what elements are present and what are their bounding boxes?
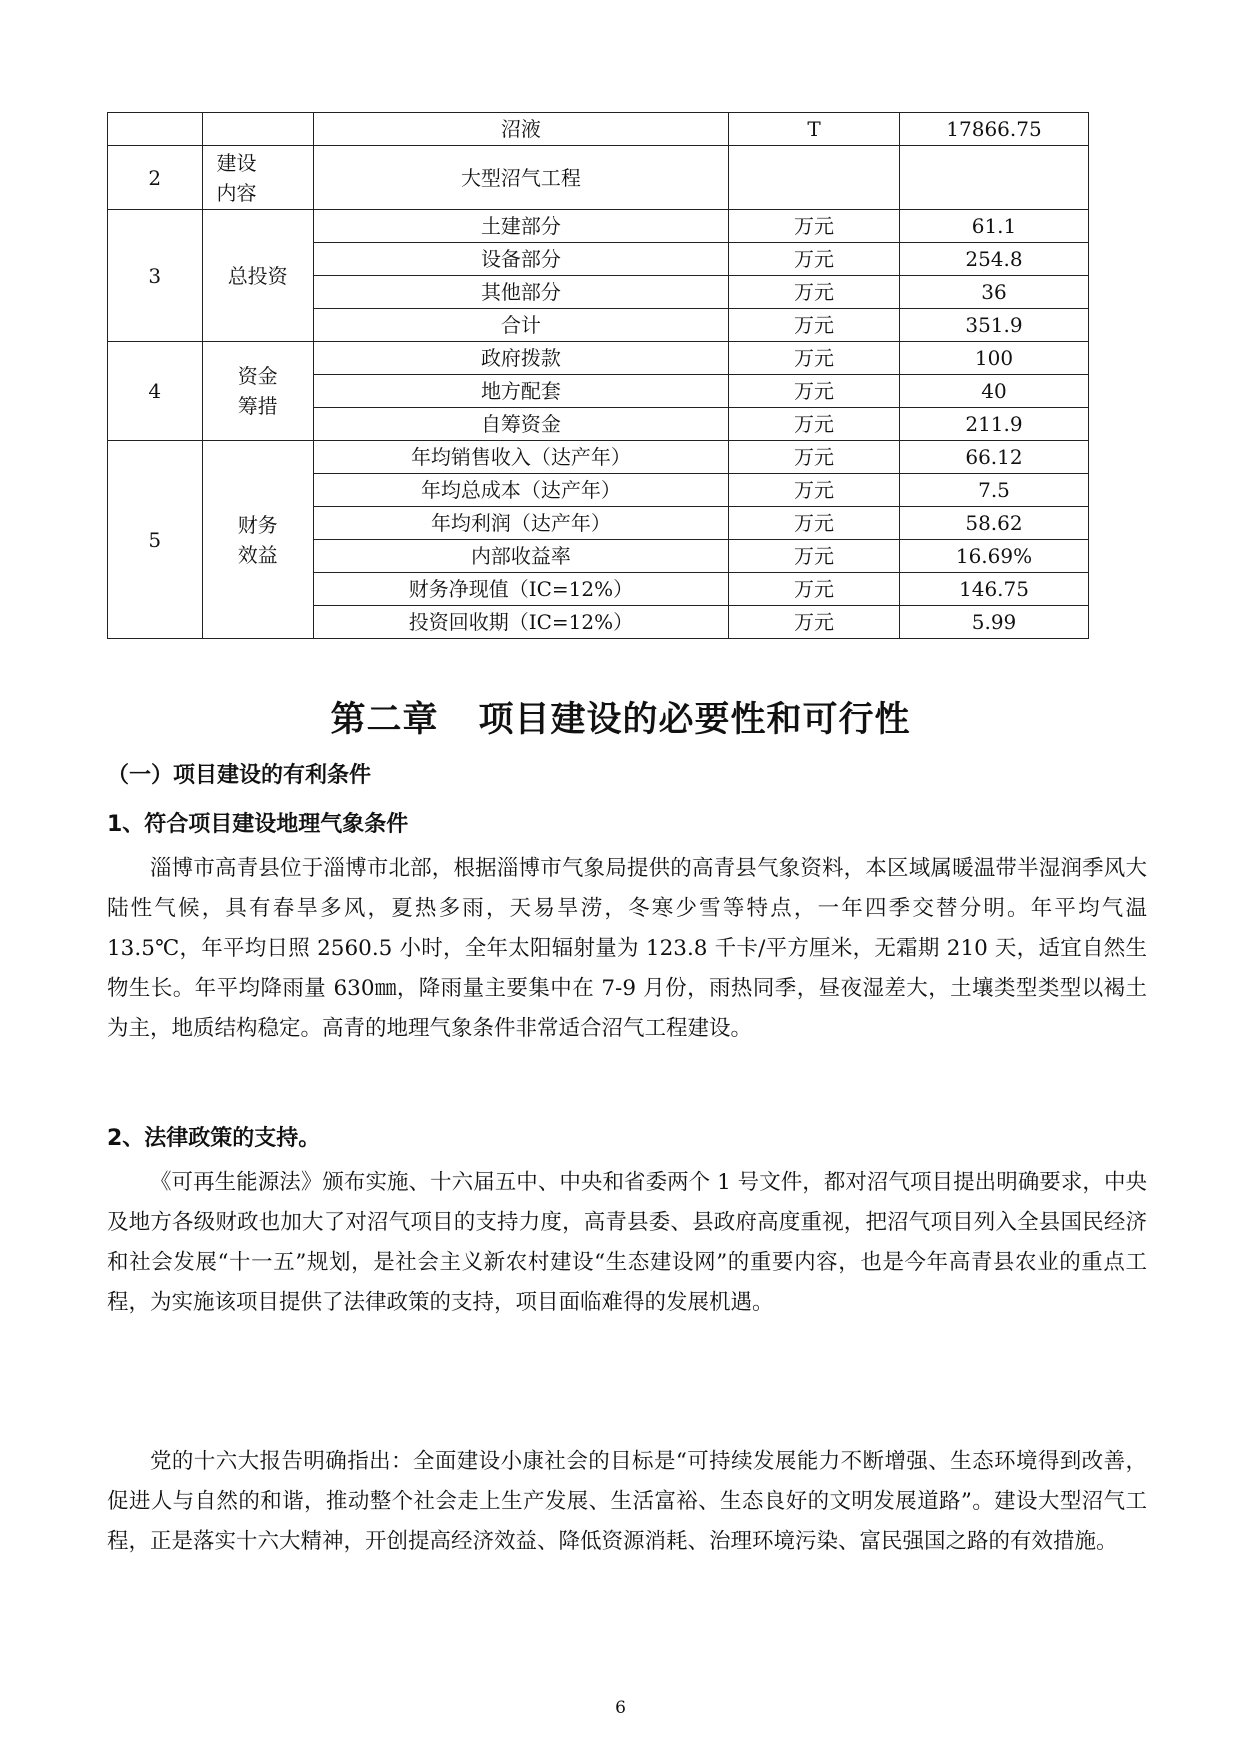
category-line: 筹措 [237, 394, 278, 418]
table-cell-unit: 万元 [729, 441, 900, 474]
table-cell-item: 地方配套 [313, 375, 728, 408]
chapter-number: 第二章 [330, 700, 439, 740]
body-paragraph: 《可再生能源法》颁布实施、十六届五中、中央和省委两个 1 号文件，都对沼气项目提出明确要求，中央及地方各级财政也加大了对沼气项目的支持力度，高青县委、县政府高度重视，把沼气项目列入全县国民经济和社会发展“十一五”规划，是社会主义新农村建设“生态建设网”的重要内容，也是今年高青县农业的重点工程，为实施该项目提供了法律政策的支持，项目面临难得的发展机遇。 [107, 1170, 1147, 1315]
section-heading: （一）项目建设的有利条件 [107, 763, 372, 788]
table-cell-value: 254.8 [900, 243, 1089, 276]
table-cell-value: 211.9 [900, 408, 1089, 441]
table-cell-no: 3 [108, 210, 203, 342]
table-cell-category [202, 146, 313, 210]
category-line: 财务 [237, 512, 278, 537]
table-cell-value: 146.75 [900, 573, 1089, 606]
table-cell-value: 66.12 [900, 441, 1089, 474]
table-cell-item: 政府拨款 [313, 342, 728, 375]
page-number: 6 [615, 1698, 626, 1718]
table-cell-item: 沼液 [313, 113, 728, 146]
table-cell-no: 4 [108, 342, 203, 441]
body-paragraph: 党的十六大报告明确指出：全面建设小康社会的目标是“可持续发展能力不断增强、生态环境得到改善，促进人与自然的和谐，推动整个社会走上生产发展、生活富裕、生态良好的文明发展道路”。建设大型沼气工程，正是落实十六大精神，开创提高经济效益、降低资源消耗、治理环境污染、富民强国之路的有效措施。 [107, 1449, 1147, 1554]
table-cell-unit: 万元 [729, 276, 900, 309]
table-cell-item: 自筹资金 [313, 408, 728, 441]
table-cell-value [900, 146, 1089, 210]
category-line: 效益 [237, 542, 278, 567]
table-cell-unit [729, 146, 900, 210]
category-line: 资金 [237, 364, 278, 388]
table-cell-value: 7.5 [900, 474, 1089, 507]
table-cell-item: 投资回收期（IC=12%） [313, 606, 728, 639]
chapter-heading [0, 692, 1241, 742]
table-cell-value: 100 [900, 342, 1089, 375]
table-cell-no: 5 [108, 441, 203, 639]
table-cell-unit: 万元 [729, 309, 900, 342]
category-line: 内容 [216, 180, 257, 205]
table-cell-item: 其他部分 [313, 276, 728, 309]
table-cell-unit: 万元 [729, 342, 900, 375]
subsection-heading: 1、符合项目建设地理气象条件 [107, 812, 409, 837]
table-row [108, 342, 1089, 375]
table-row [108, 441, 1089, 474]
table-cell-value: 40 [900, 375, 1089, 408]
table-cell-value: 58.62 [900, 507, 1089, 540]
table-cell-unit: 万元 [729, 243, 900, 276]
table-cell-unit: 万元 [729, 474, 900, 507]
table-cell-unit: 万元 [729, 210, 900, 243]
body-paragraph: 淄博市高青县位于淄博市北部，根据淄博市气象局提供的高青县气象资料，本区域属暖温带半湿润季风大陆性气候，具有春旱多风，夏热多雨，天易旱涝，冬寒少雪等特点，一年四季交替分明。年平均气温 13.5℃，年平均日照 2560.5 小时，全年太阳辐射量为 123.8 千卡/平方厘米，无霜期 210 天，适宜自然生物生长。年平均降雨量 630㎜，降雨量主要集中在 7-9 月份，雨热同季，昼夜湿差大，土壤类型类型以褐土为主，地质结构稳定。高青的地理气象条件非常适合沼气工程建设。 [107, 856, 1147, 1041]
table-cell-unit: 万元 [729, 573, 900, 606]
table-cell-unit: 万元 [729, 375, 900, 408]
table-cell-value: 16.69% [900, 540, 1089, 573]
table-cell-item: 土建部分 [313, 210, 728, 243]
table-row [108, 210, 1089, 243]
table-cell-category [202, 441, 313, 639]
table-cell-item: 设备部分 [313, 243, 728, 276]
table-cell-value: 61.1 [900, 210, 1089, 243]
table-cell-item: 年均总成本（达产年） [313, 474, 728, 507]
table-cell-value: 17866.75 [900, 113, 1089, 146]
table-cell-unit: T [729, 113, 900, 146]
table-cell-category [202, 342, 313, 441]
subsection-heading: 2、法律政策的支持。 [107, 1126, 321, 1151]
table-cell-item: 内部收益率 [313, 540, 728, 573]
table-row [108, 113, 1089, 146]
table-cell-no [108, 113, 203, 146]
table-cell-unit: 万元 [729, 408, 900, 441]
table-cell-item: 年均利润（达产年） [313, 507, 728, 540]
table-cell-no: 2 [108, 146, 203, 210]
table-cell-item: 年均销售收入（达产年） [313, 441, 728, 474]
table-cell-category [202, 113, 313, 146]
table-cell-item: 大型沼气工程 [313, 146, 728, 210]
table-cell-value: 36 [900, 276, 1089, 309]
category-line: 建设 [216, 150, 257, 175]
table-cell-value: 351.9 [900, 309, 1089, 342]
table-cell-item: 财务净现值（IC=12%） [313, 573, 728, 606]
table-cell-unit: 万元 [729, 606, 900, 639]
table-cell-category: 总投资 [202, 210, 313, 342]
project-summary-table [107, 112, 1089, 639]
table-row [108, 146, 1089, 210]
table-cell-unit: 万元 [729, 540, 900, 573]
table-cell-item: 合计 [313, 309, 728, 342]
table-cell-value: 5.99 [900, 606, 1089, 639]
chapter-title: 项目建设的必要性和可行性 [478, 700, 911, 740]
table-cell-unit: 万元 [729, 507, 900, 540]
